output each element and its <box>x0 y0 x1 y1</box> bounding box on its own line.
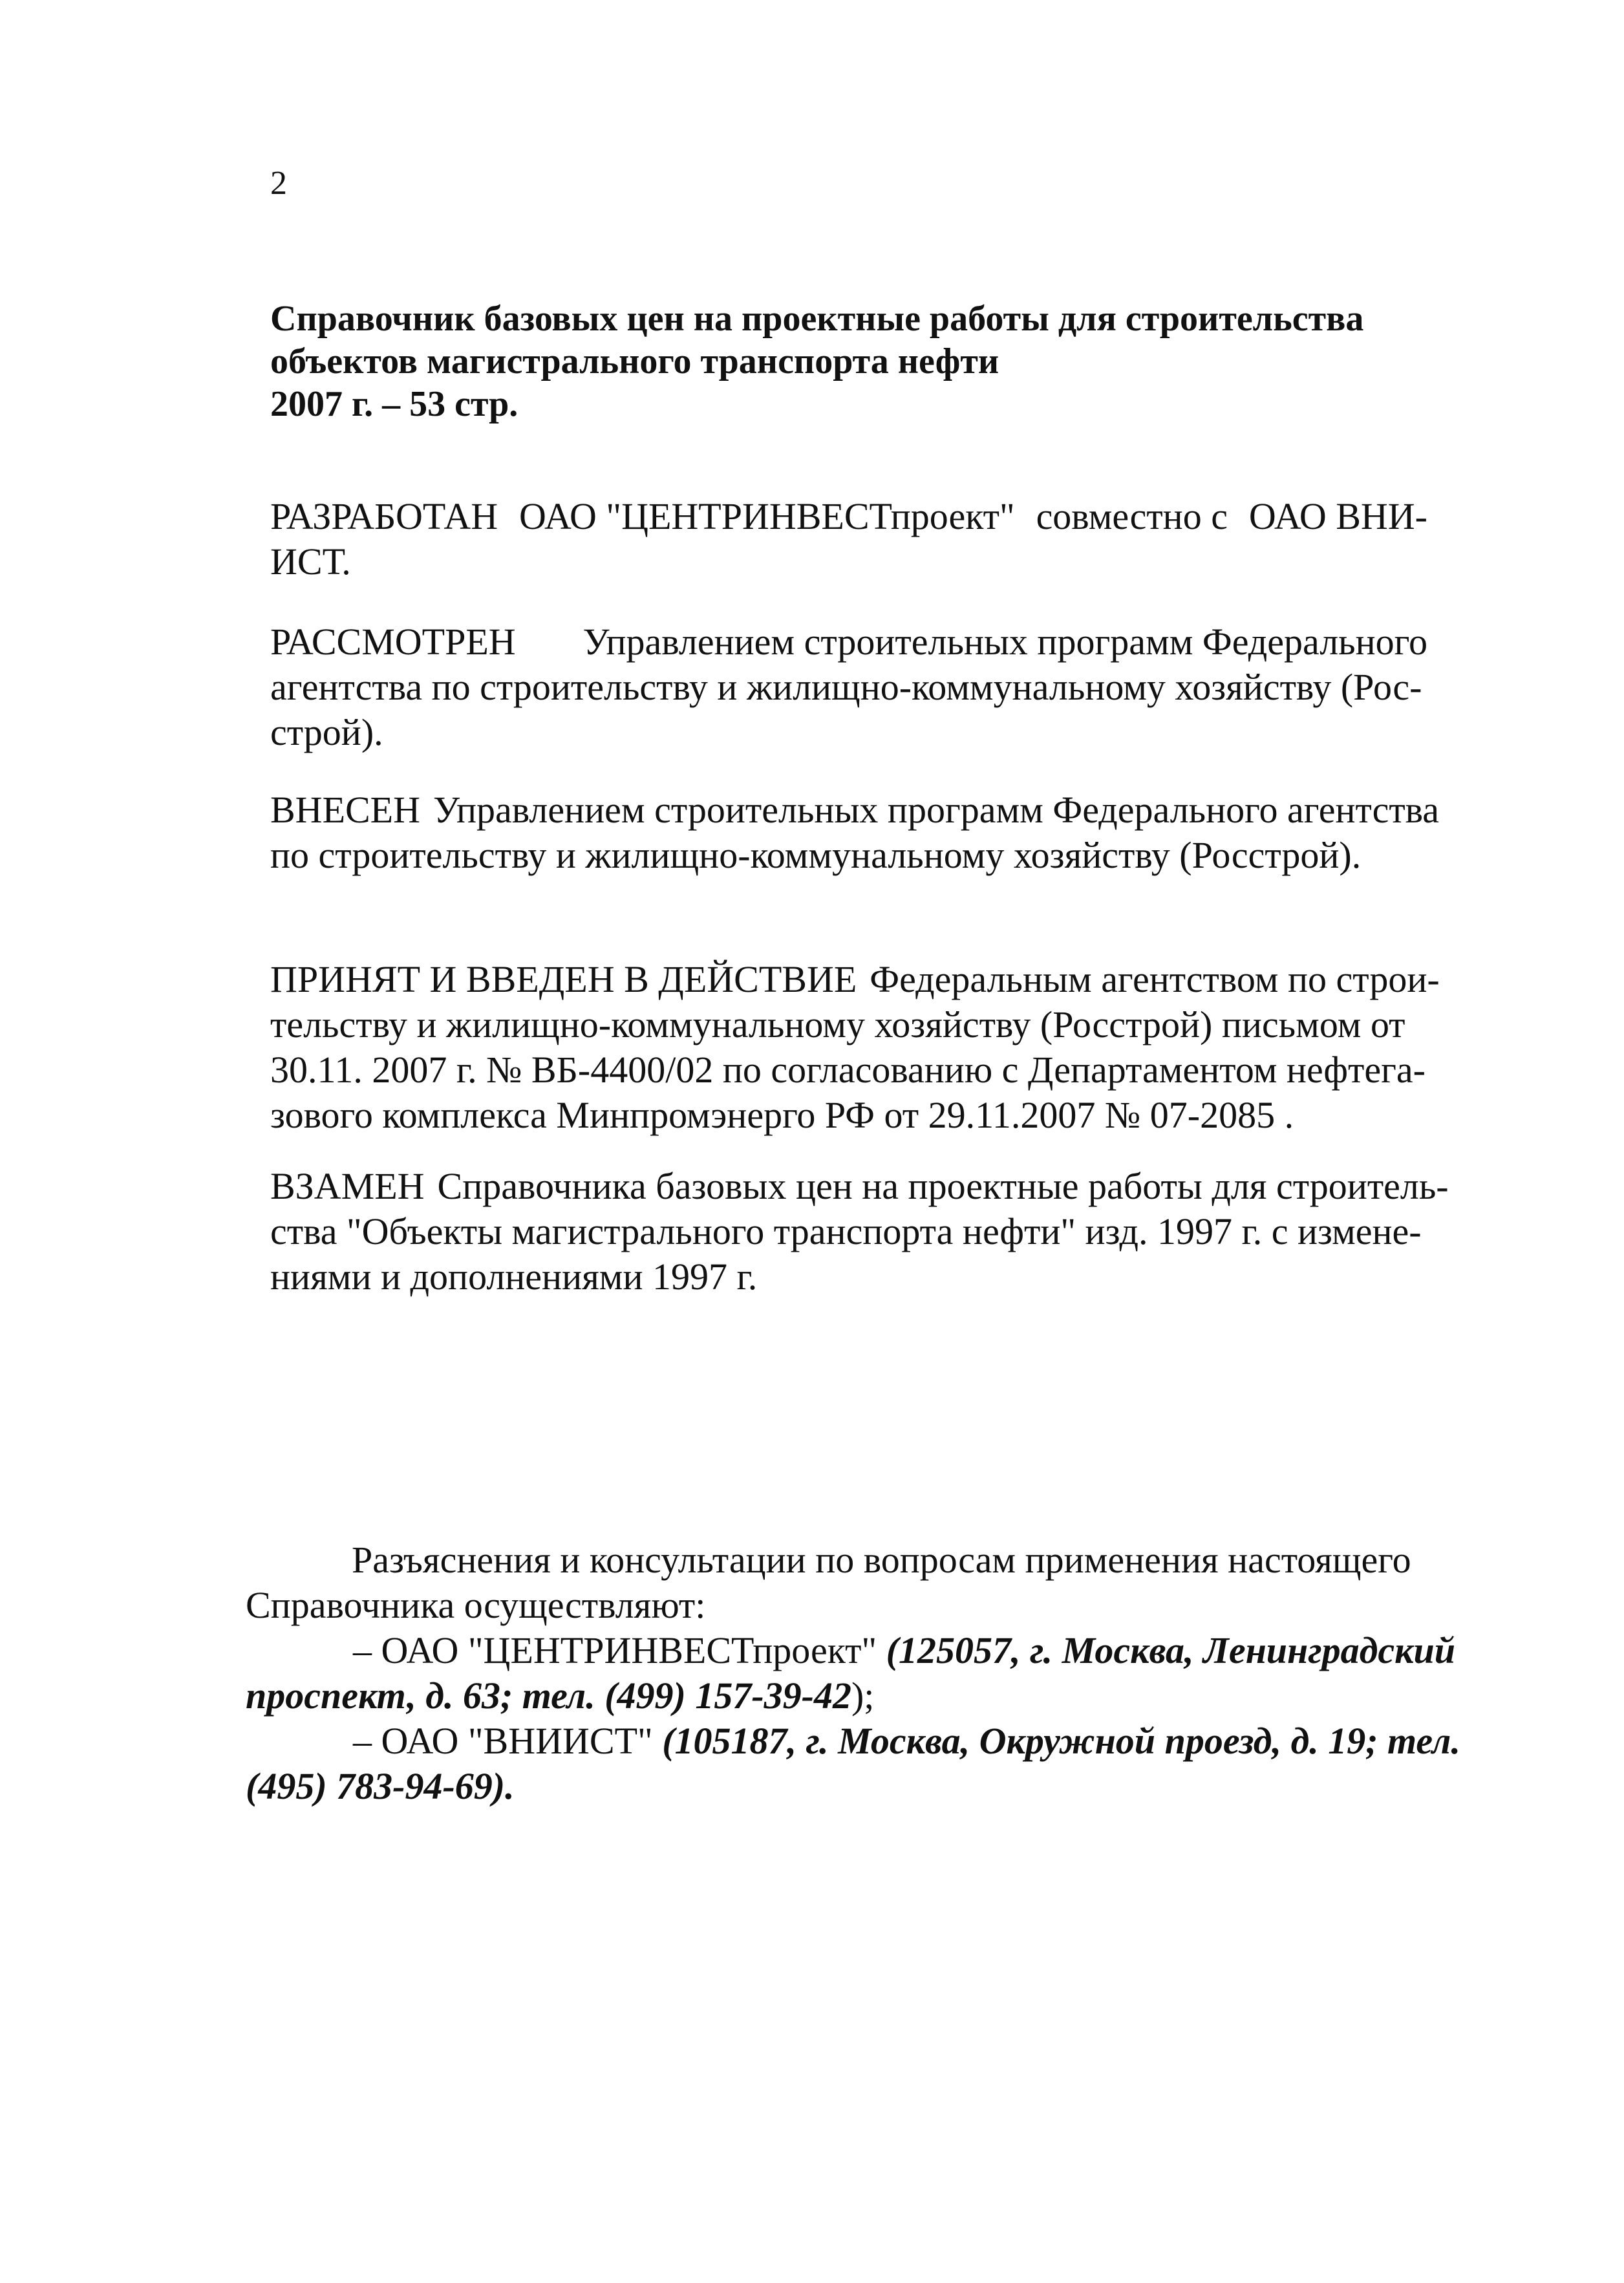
reviewed-line-1 <box>270 619 1427 665</box>
consultant-1-address: (125057, г. Москва, Ленинградский <box>886 1629 1456 1671</box>
developed-line-1 <box>270 494 1427 539</box>
replaces-body: Справочника базовых цен на проектные работы для строитель- <box>437 1165 1449 1207</box>
consultations-section <box>246 1538 1460 1809</box>
adopted-section <box>270 957 1440 1138</box>
adopted-line-2: тельству и жилищно-коммунальному хозяйству (Росстрой) письмом от <box>270 1003 1405 1045</box>
consultant-2-org: – ОАО "ВНИИСТ" <box>353 1720 653 1762</box>
reviewed-section <box>270 619 1427 755</box>
consultant-2-line-1 <box>246 1719 1460 1764</box>
developed-org: ОАО "ЦЕНТРИНВЕСТпроект" <box>519 495 1015 537</box>
replaces-section <box>270 1164 1449 1300</box>
document-heading <box>270 297 1434 425</box>
introduced-section <box>270 788 1440 878</box>
introduced-term: ВНЕСЕН <box>270 789 420 831</box>
replaces-term: ВЗАМЕН <box>270 1165 425 1207</box>
adopted-line-1 <box>270 957 1440 1002</box>
consultant-2-phone: (495) 783-94-69). <box>246 1765 515 1807</box>
heading-title-line-2: объектов магистрального транспорта нефти <box>270 341 999 381</box>
adopted-line-4: зового комплекса Минпромэнерго РФ от 29.11.2007 № 07-2085 . <box>270 1094 1294 1136</box>
developed-term: РАЗРАБОТАН <box>270 495 498 537</box>
consultant-1-line-2 <box>246 1673 1417 1719</box>
introduced-line-2: по строительству и жилищно-коммунальному хозяйству (Росстрой). <box>270 834 1362 876</box>
replaces-line-1 <box>270 1164 1449 1209</box>
developed-jointly: совместно с <box>1036 495 1228 537</box>
developed-section <box>270 494 1427 584</box>
consultations-intro-line-1: Разъяснения и консультации по вопросам применения настоящего <box>352 1539 1411 1581</box>
consultant-1-line-1 <box>246 1628 1456 1673</box>
developed-partner: ОАО ВНИ- <box>1248 495 1427 537</box>
reviewed-term: РАССМОТРЕН <box>270 621 516 663</box>
page-number: 2 <box>270 165 287 202</box>
replaces-line-3: ниями и дополнениями 1997 г. <box>270 1256 758 1298</box>
consultant-1-phone: проспект, д. 63; тел. (499) 157-39-42 <box>246 1675 851 1717</box>
consultant-2-address: (105187, г. Москва, Окружной проезд, д. 19; тел. <box>662 1720 1460 1762</box>
adopted-term: ПРИНЯТ И ВВЕДЕН В ДЕЙСТВИЕ <box>270 958 857 1000</box>
introduced-line-1 <box>270 788 1440 833</box>
replaces-line-2: ства "Объекты магистрального транспорта нефти" изд. 1997 г. с измене- <box>270 1210 1422 1252</box>
consultations-intro-line-2: Справочника осуществляют: <box>246 1584 706 1626</box>
introduced-body: Управлением строительных программ Федерального агентства <box>433 789 1440 831</box>
reviewed-line-2: агентства по строительству и жилищно-коммунальному хозяйству (Рос- <box>270 666 1422 708</box>
heading-year-pages: 2007 г. – 53 стр. <box>270 384 518 424</box>
adopted-line-3: 30.11. 2007 г. № ВБ-4400/02 по согласованию с Департаментом нефтега- <box>270 1049 1426 1091</box>
consultant-1-org: – ОАО "ЦЕНТРИНВЕСТпроект" <box>353 1629 877 1671</box>
adopted-body: Федеральным агентством по строи- <box>870 958 1440 1000</box>
reviewed-body: Управлением строительных программ Федерального <box>582 621 1427 663</box>
developed-line-2: ИСТ. <box>270 541 351 583</box>
heading-title-line-1: Справочник базовых цен на проектные работы для строительства <box>270 299 1364 339</box>
reviewed-line-3: строй). <box>270 711 383 753</box>
consultant-1-end: ); <box>851 1675 875 1717</box>
